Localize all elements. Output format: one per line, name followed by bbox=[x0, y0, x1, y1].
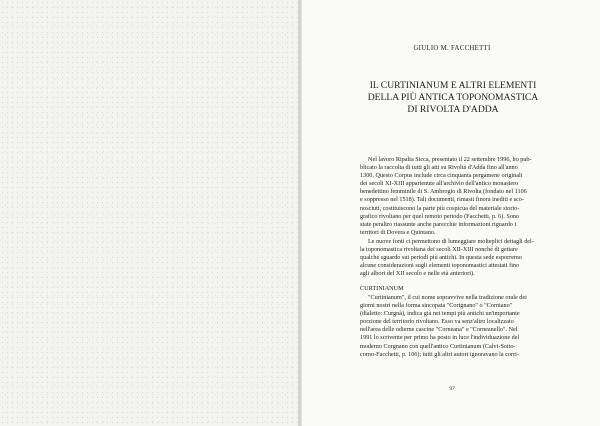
text-line: benedettino femminile di S. Ambrogio di Rivolta (fondato nel 1106 bbox=[360, 188, 527, 196]
text-line: nell'area delle odierne cascine "Corneana" e "Corneanello". Nel bbox=[360, 326, 518, 334]
text-line: Nel lavoro Ripalta Sicca, presentato il 22 settembre 1996, ho pub- bbox=[368, 156, 532, 163]
author-name: GIULIO M. FACCHETTI bbox=[413, 45, 491, 52]
title-line: DI RIVOLTA D'ADDA bbox=[407, 104, 499, 115]
text-line: agli albori del XII secolo e nelle età anteriori). bbox=[360, 270, 475, 278]
text-line: dei secoli XI-XIII appartenute all'archivio dell'antico monastero bbox=[360, 180, 519, 188]
text-line: territori di Dovera e Quintano. bbox=[360, 228, 436, 236]
text-line: giorni nostri nella forma sincopata "Cortgnano" o "Corniano" bbox=[360, 302, 513, 310]
text-line: Le nuove fonti ci permettono di lumeggiare molteplici dettagli del- bbox=[368, 238, 534, 245]
text-line: grafico rivoltano per quel remoto periodo (Facchetti, p. 6). Sono bbox=[360, 212, 520, 220]
paragraph-1 bbox=[360, 156, 550, 237]
text-line: alcune considerazioni sugli elementi toponomastici attestati fino bbox=[360, 262, 520, 270]
text-line: (dialetto: Curgnà), indica già nei tempi più antichi un'importante bbox=[360, 310, 520, 318]
paragraph-3 bbox=[360, 294, 550, 359]
text-line: corno-Facchetti, p. 106); tutti gli altri autori ignoravano la corri- bbox=[360, 350, 519, 358]
page-number: 97 bbox=[449, 386, 455, 392]
text-line: nosciuti, costituiscono la parte più cospicua del materiale storio- bbox=[360, 204, 520, 212]
text-line: 1991 lo scrivente per primo ha posto in luce l'individuazione del bbox=[360, 334, 520, 342]
text-line: blicato la raccolta di tutti gli atti su Rivolta d'Adda fino all'anno bbox=[360, 164, 518, 172]
paragraph-2 bbox=[360, 238, 550, 278]
text-line: moderno Corgnano con quell'antico Curtinianum (Calvi-Sotto- bbox=[360, 342, 516, 350]
text-line: porzione del territorio rivoltano. Esso va senz'altro localizzato bbox=[360, 318, 514, 326]
right-page bbox=[302, 0, 600, 426]
text-line: state peraltro riassunte anche parecchie informazioni riguardo i bbox=[360, 220, 517, 228]
title-line: IL CURTINIANUM E ALTRI ELEMENTI bbox=[369, 80, 537, 91]
text-line: e soppresso nel 1518). Tali documenti, rimasti finora inediti e sco- bbox=[360, 196, 525, 204]
article-title bbox=[342, 80, 564, 116]
text-line: qualche sguardo sui periodi più antichi. In questa sede esporremo bbox=[360, 254, 522, 262]
section-heading: CURTINIANUM bbox=[360, 285, 404, 292]
text-line: 1300. Questo Corpus include circa cinquanta pergamene originali bbox=[360, 172, 523, 180]
title-line: DELLA PIÙ ANTICA TOPONOMASTICA bbox=[367, 92, 539, 103]
text-line: la toponomastica rivoltana dei secoli XII-XIII nonché di gettare bbox=[360, 246, 518, 254]
text-line: "Curtinianum", il cui nome sopravvive nella tradizione orale dei bbox=[368, 294, 527, 301]
